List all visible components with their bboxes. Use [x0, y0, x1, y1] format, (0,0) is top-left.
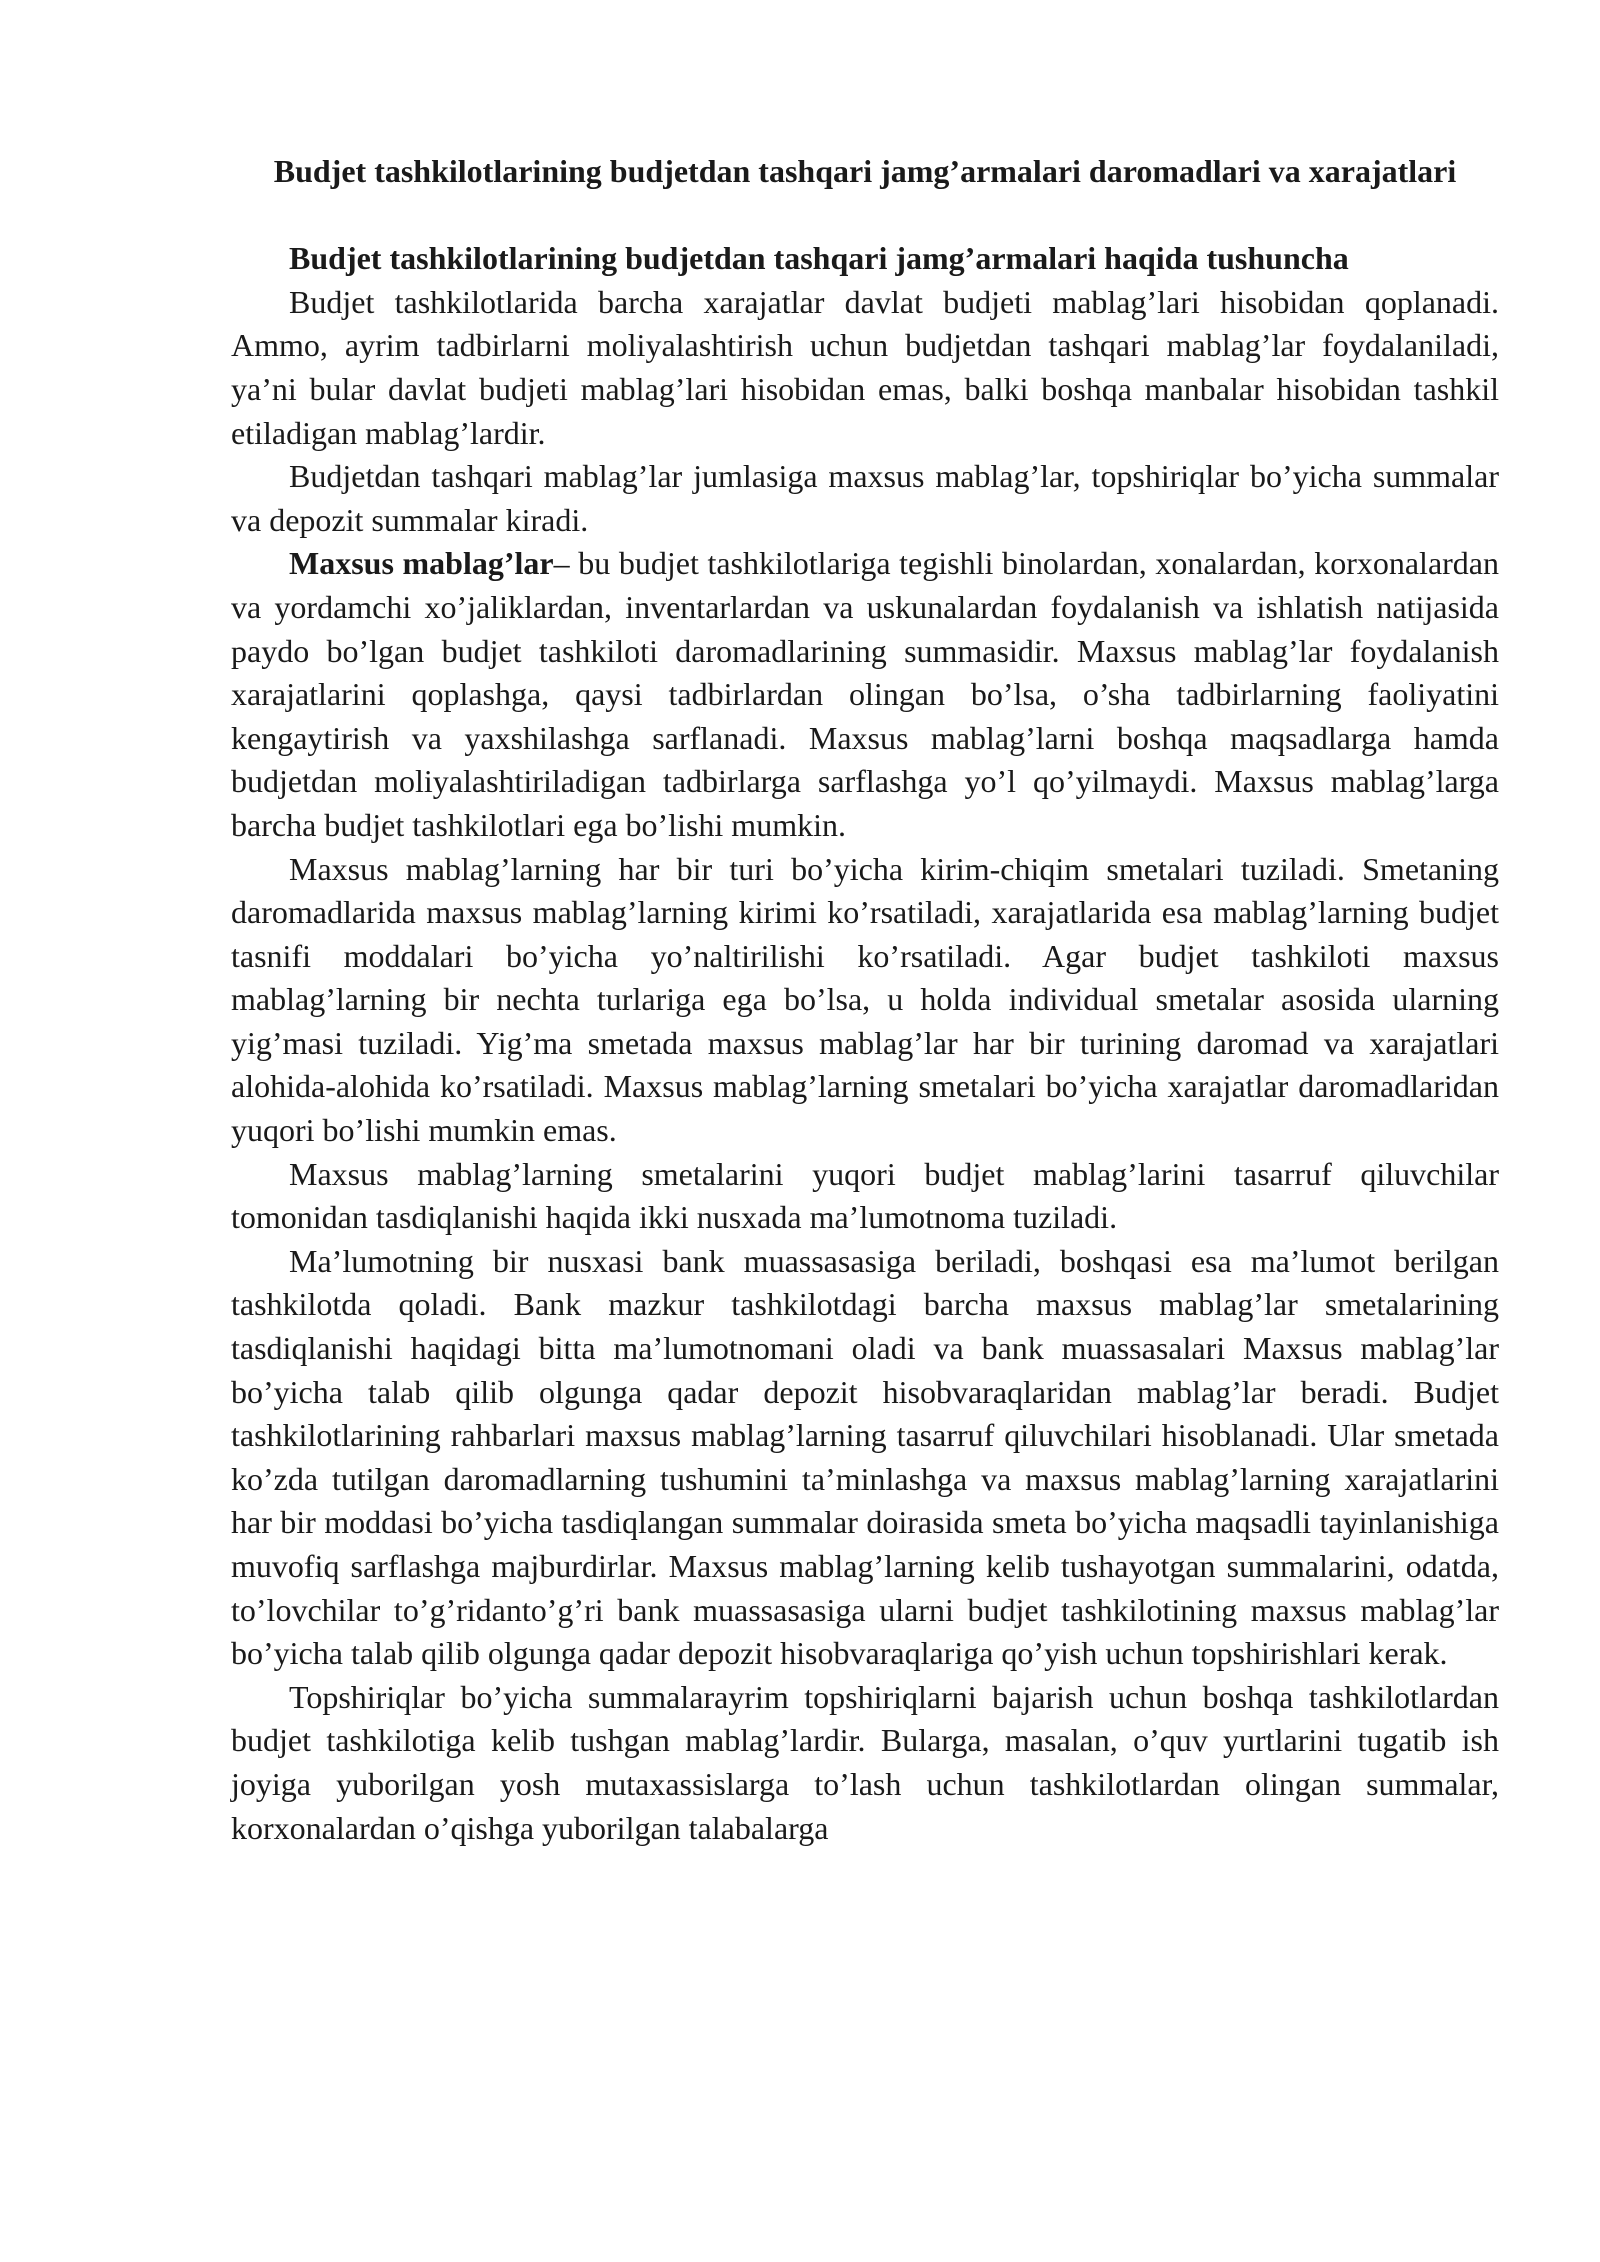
paragraph-text: Maxsus mablag’larning smetalarini yuqori budjet mablag’larini tasarruf qiluvchilar tomonidan tasdiqlanishi haqida ikki nusxada ma’lumotnoma tuziladi. — [231, 1155, 1499, 1236]
paragraph-3 — [231, 542, 1499, 847]
paragraph-text: Budjet tashkilotlarida barcha xarajatlar davlat budjeti mablag’lari hisobidan qoplanadi. Ammo, ayrim tadbirlarni moliyalashtirish uchun budjetdan tashqari mablag’lar foydalaniladi, ya’ni bular davlat budjeti mablag’lari hisobidan emas, balki boshqa manbalar hisobidan tashkil etiladigan mablag’lardir. — [231, 283, 1499, 451]
paragraph-6 — [231, 1240, 1499, 1676]
paragraph-1 — [231, 281, 1499, 455]
paragraph-5 — [231, 1153, 1499, 1240]
section-heading: Budjet tashkilotlarining budjetdan tashqari jamg’armalari haqida tushuncha — [289, 240, 1349, 277]
title-spacer — [231, 194, 1499, 238]
paragraph-text: Budjetdan tashqari mablag’lar jumlasiga maxsus mablag’lar, topshiriqlar bo’yicha summalar va depozit summalar kiradi. — [231, 458, 1499, 538]
paragraph-text: Maxsus mablag’larning har bir turi bo’yicha kirim-chiqim smetalari tuziladi. Smetaning daromadlarida maxsus mablag’larning kirimi ko’rsatiladi, xarajatlarida esa mablag’larning budjet tasnifi moddalari bo’yicha yo’naltirilishi ko’rsatiladi. Agar budjet tashkiloti maxsus mablag’larning bir nechta turlariga ega bo’lsa, u holda individual smetalar asosida ularning yig’masi tuziladi. Yig’ma smetada maxsus mablag’lar har bir turining daromad va xarajatlari alohida-alohida ko’rsatiladi. Maxsus mablag’larning smetalari bo’yicha xarajatlar daromadlaridan yuqori bo’lishi mumkin emas. — [231, 850, 1499, 1149]
paragraph-text: – bu budjet tashkilotlariga tegishli binolardan, xonalardan, korxonalardan va yordamchi xo’jaliklardan, inventarlardan va uskunalardan foydalanish va ishlatish natijasida paydo bo’lgan budjet tashkiloti daromadlarining summasidir. Maxsus mablag’lar foydalanish xarajatlarini qoplashga, qaysi tadbirlardan olingan bo’lsa, o’sha tadbirlarning faoliyatini kengaytirish va yaxshilashga sarflanadi. Maxsus mablag’larni boshqa maqsadlarga hamda budjetdan moliyalashtiriladigan tadbirlarga sarflashga yo’l qo’yilmaydi. Maxsus mablag’larga barcha budjet tashkilotlari ega bo’lishi mumkin. — [231, 545, 1500, 843]
defined-term: Maxsus mablag’lar — [289, 545, 554, 582]
document-page — [231, 150, 1499, 1850]
document-title: Budjet tashkilotlarining budjetdan tashqari jamg’armalari daromadlari va xarajatlari — [273, 153, 1457, 189]
paragraph-4 — [231, 848, 1499, 1153]
paragraph-7 — [231, 1676, 1499, 1850]
paragraph-2 — [231, 455, 1499, 542]
paragraph-text: Ma’lumotning bir nusxasi bank muassasasiga beriladi, boshqasi esa ma’lumot berilgan tashkilotda qoladi. Bank mazkur tashkilotdagi barcha maxsus mablag’lar smetalarining tasdiqlanishi haqidagi bitta ma’lumotnomani oladi va bank muassasalari Maxsus mablag’lar bo’yicha talab qilib olgunga qadar depozit hisobvaraqlaridan mablag’lar beradi. Budjet tashkilotlarining rahbarlari maxsus mablag’larning tasarruf qiluvchilari hisoblanadi. Ular smetada ko’zda tutilgan daromadlarning tushumini ta’minlashga va maxsus mablag’larning xarajatlarini har bir moddasi bo’yicha tasdiqlangan summalar doirasida smeta bo’yicha maqsadli tayinlanishiga muvofiq sarflashga majburdirlar. Maxsus mablag’larning kelib tushayotgan summalarini, odatda, to’lovchilar to’g’ridanto’g’ri bank muassasasiga ularni budjet tashkilotining maxsus mablag’lar bo’yicha talab qilib olgunga qadar depozit hisobvaraqlariga qo’yish uchun topshirishlari kerak. — [231, 1242, 1499, 1672]
paragraph-text: Topshiriqlar bo’yicha summalarayrim topshiriqlarni bajarish uchun boshqa tashkilotlardan budjet tashkilotiga kelib tushgan mablag’lardir. Bularga, masalan, o’quv yurtlarini tugatib ish joyiga yuborilgan yosh mutaxassislarga to’lash uchun tashkilotlardan olingan summalar, korxonalardan o’qishga yuborilgan talabalarga — [231, 1678, 1499, 1846]
